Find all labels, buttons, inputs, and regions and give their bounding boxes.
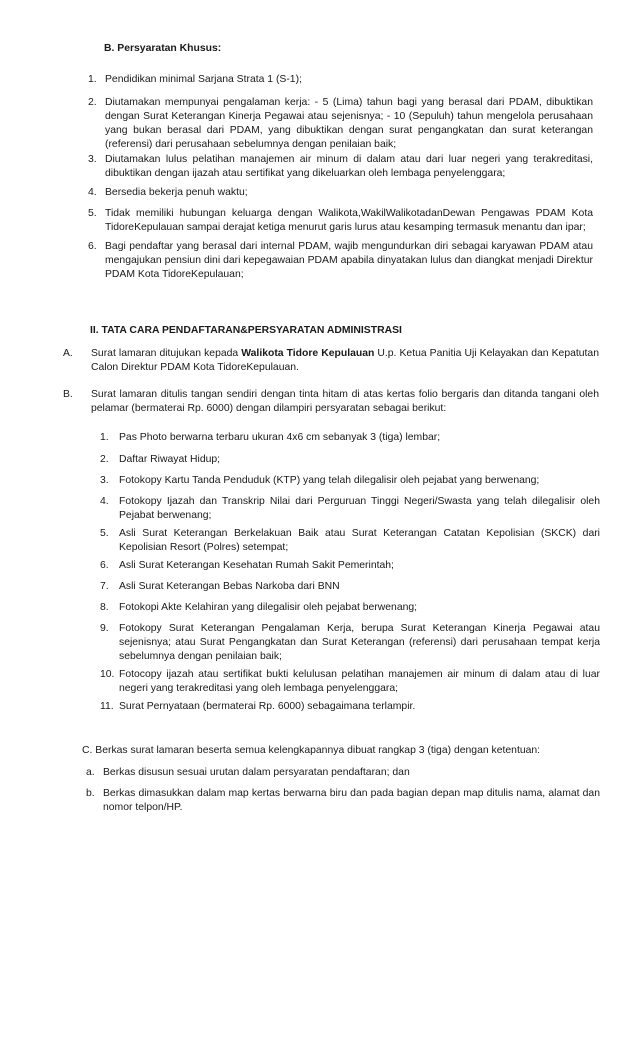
list-item — [100, 431, 600, 445]
list-text: Fotokopy Ijazah dan Transkrip Nilai dari Perguruan Tinggi Negeri/Swasta yang telah dilegalisir oleh Pejabat berwenang; — [119, 496, 600, 521]
paragraph-a-bold: Walikota Tidore Kepulauan — [241, 348, 375, 359]
list-item — [88, 186, 593, 200]
list-text: Berkas dimasukkan dalam map kertas berwarna biru dan pada bagian depan map ditulis nama, alamat dan nomor telpon/HP. — [103, 788, 600, 813]
list-item — [100, 474, 600, 488]
list-number: 4. — [88, 187, 97, 198]
list-item — [88, 240, 593, 282]
paragraph-b — [63, 388, 599, 416]
list-letter: b. — [86, 788, 95, 799]
list-number: 8. — [100, 602, 109, 613]
section-ii-title: II. TATA CARA PENDAFTARAN&PERSYARATAN ADMINISTRASI — [90, 325, 402, 336]
list-text: Tidak memiliki hubungan keluarga dengan Walikota,WakilWalikotadanDewan Pengawas PDAM Kota TidoreKepulauan sampai derajat ketiga menurut garis lurus atau kesamping termasuk menantu dan ipar; — [105, 208, 593, 233]
list-number: 10. — [100, 669, 115, 680]
list-item — [100, 622, 600, 664]
list-number: 1. — [100, 432, 109, 443]
list-text: Diutamakan mempunyai pengalaman kerja: - 5 (Lima) tahun bagi yang berasal dari PDAM, dibuktikan dengan Surat Keterangan Kinerja Pegawai atau sejenisnya; - 10 (Sepuluh) tahun mengelola perusahaan yang bukan berasal dari PDAM, yang dibuktikan dengan surat pengangkatan dan surat keterangan (referensi) dari perusahaan sebelumnya dengan penilaian baik; — [105, 97, 593, 150]
list-item — [86, 766, 600, 780]
list-number: 3. — [88, 154, 97, 165]
list-item — [100, 495, 600, 523]
list-text: Bagi pendaftar yang berasal dari internal PDAM, wajib mengundurkan diri sebagai karyawan PDAM atau mengajukan pensiun dini dari kepegawaian PDAM apabila dinyatakan lulus dan diangkat menjadi Direktur PDAM Kota TidoreKepulauan; — [105, 241, 593, 280]
paragraph-b-text: Surat lamaran ditulis tangan sendiri dengan tinta hitam di atas kertas folio bergaris dan ditanda tangani oleh pelamar (bermaterai Rp. 6000) dengan dilampiri persyaratan sebagai berikut: — [91, 389, 599, 414]
paragraph-a-text — [91, 347, 599, 375]
list-letter: a. — [86, 767, 95, 778]
list-text: Asli Surat Keterangan Berkelakuan Baik atau Surat Keterangan Catatan Kepolisian (SKCK) dari Kepolisian Resort (Polres) setempat; — [119, 528, 600, 553]
paragraph-a-post: U.p. Ketua Panitia Uji Kelayakan dan Kepatutan Calon Direktur PDAM Kota TidoreKepulauan. — [91, 348, 599, 373]
list-number: 3. — [100, 475, 109, 486]
list-item — [88, 73, 593, 87]
list-text: Diutamakan lulus pelatihan manajemen air minum di dalam atau dari luar negeri yang terakreditasi, dibuktikan dengan ijazah atau sertifikat yang dikeluarkan oleh lembaga penyelenggara; — [105, 154, 593, 179]
list-text: Pas Photo berwarna terbaru ukuran 4x6 cm sebanyak 3 (tiga) lembar; — [119, 432, 441, 443]
list-item — [100, 527, 600, 555]
paragraph-a — [63, 347, 599, 375]
paragraph-a-label: A. — [63, 348, 73, 359]
list-text: Asli Surat Keterangan Kesehatan Rumah Sakit Pemerintah; — [119, 560, 394, 571]
list-number: 2. — [88, 97, 97, 108]
list-item — [100, 453, 600, 467]
list-number: 11. — [100, 701, 114, 712]
list-number: 2. — [100, 454, 109, 465]
list-item — [88, 96, 593, 152]
list-number: 7. — [100, 581, 109, 592]
list-text: Fotokopy Surat Keterangan Pengalaman Kerja, berupa Surat Keterangan Kinerja Pegawai atau sejenisnya; atau Surat Pengangkatan dan Surat Keterangan (referensi) dari perusahaan tempat kerja sebelumnya dengan penilaian baik; — [119, 623, 600, 662]
list-text: Fotokopy Kartu Tanda Penduduk (KTP) yang telah dilegalisir oleh pejabat yang berwenang; — [119, 475, 540, 486]
list-item — [100, 601, 600, 615]
list-text: Pendidikan minimal Sarjana Strata 1 (S-1); — [105, 74, 302, 85]
list-text: Surat Pernyataan (bermaterai Rp. 6000) sebagaimana terlampir. — [119, 701, 416, 712]
list-item — [100, 559, 600, 573]
list-number: 6. — [88, 241, 97, 252]
paragraph-a-pre: Surat lamaran ditujukan kepada — [91, 348, 242, 359]
list-item — [88, 153, 593, 181]
list-text: Berkas disusun sesuai urutan dalam persyaratan pendaftaran; dan — [103, 767, 410, 778]
list-item — [88, 207, 593, 235]
list-item — [100, 668, 600, 696]
list-item — [86, 787, 600, 815]
list-number: 4. — [100, 496, 109, 507]
list-item — [100, 580, 600, 594]
list-text: Daftar Riwayat Hidup; — [119, 454, 221, 465]
list-number: 5. — [100, 528, 109, 539]
list-text: Asli Surat Keterangan Bebas Narkoba dari BNN — [119, 581, 340, 592]
list-text: Bersedia bekerja penuh waktu; — [105, 187, 248, 198]
list-item — [100, 700, 600, 714]
list-text: Fotokopi Akte Kelahiran yang dilegalisir oleh pejabat berwenang; — [119, 602, 418, 613]
list-text: Fotocopy ijazah atau sertifikat bukti kelulusan pelatihan manajemen air minum di dalam atau di luar negeri yang terakreditasi yang oleh lembaga penyelenggara; — [119, 669, 600, 694]
list-number: 5. — [88, 208, 97, 219]
paragraph-c: C. Berkas surat lamaran beserta semua kelengkapannya dibuat rangkap 3 (tiga) dengan ketentuan: — [82, 745, 541, 756]
section-b-title: B. Persyaratan Khusus: — [104, 43, 222, 54]
paragraph-b-label: B. — [63, 389, 73, 400]
list-number: 6. — [100, 560, 109, 571]
list-number: 9. — [100, 623, 109, 634]
list-number: 1. — [88, 74, 97, 85]
